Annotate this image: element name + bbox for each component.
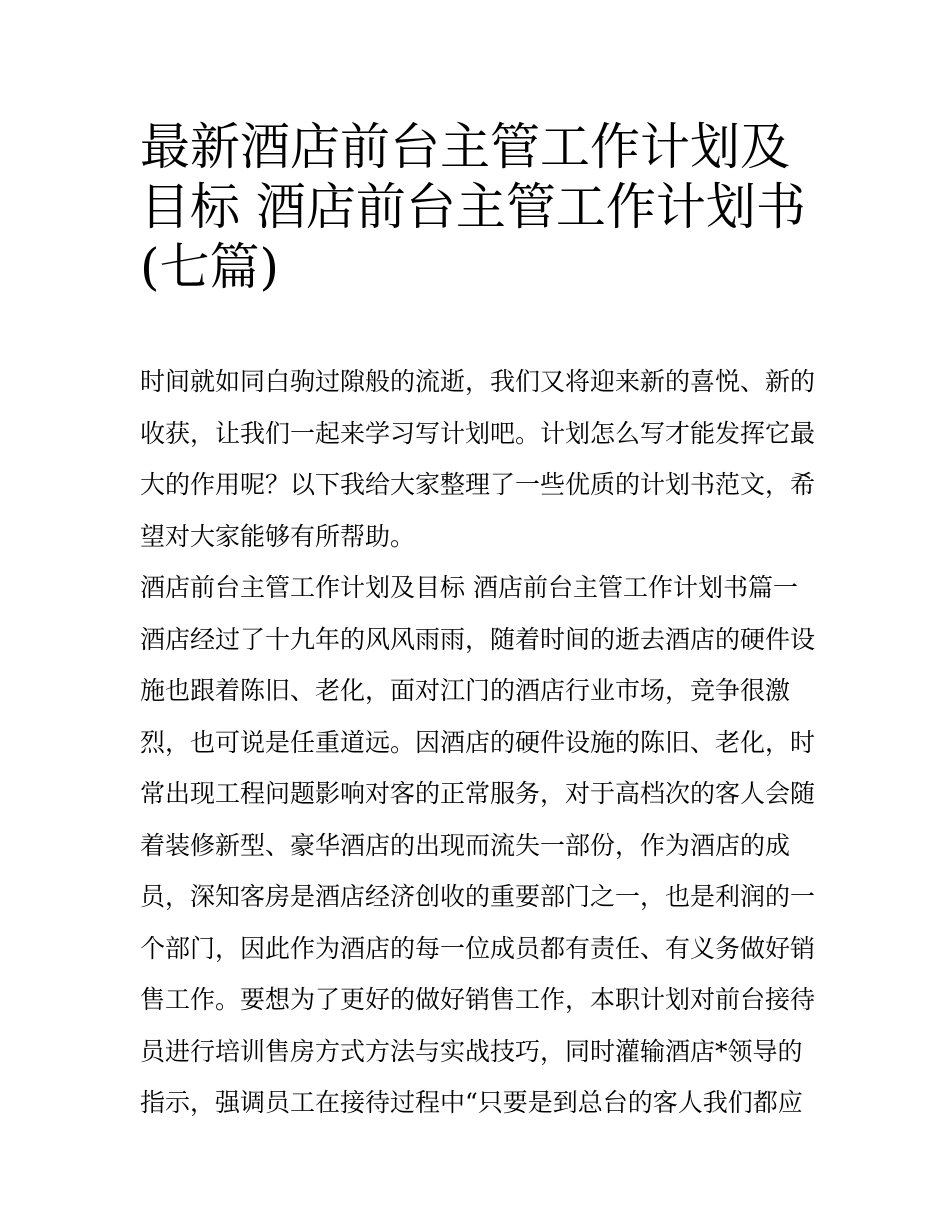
- intro-line: 大的作用呢？以下我给大家整理了一些优质的计划书范文，希: [140, 470, 816, 499]
- document-title: [140, 117, 820, 297]
- section-line: 员进行培训售房方式方法与实战技巧，同时灌输酒店*领导的: [140, 1036, 803, 1066]
- intro-line: 时间就如同白驹过隙般的流逝，我们又将迎来新的喜悦、新的: [140, 367, 816, 396]
- section-line: 员，深知客房是酒店经济创收的重要部门之一，也是利润的一: [140, 882, 816, 911]
- title-line-3: (七篇): [140, 238, 280, 296]
- title-line-1: 最新酒店前台主管工作计划及: [140, 118, 790, 176]
- intro-line: 收获，让我们一起来学习写计划吧。计划怎么写才能发挥它最: [140, 418, 816, 448]
- section-line: 烈，也可说是任重道远。因酒店的硬件设施的陈旧、老化，时: [140, 727, 816, 757]
- section-heading: 酒店前台主管工作计划及目标 酒店前台主管工作计划书篇一: [140, 573, 798, 602]
- section-line: 个部门，因此作为酒店的每一位成员都有责任、有义务做好销: [140, 933, 816, 963]
- section-line: 指示，强调员工在接待过程中“只要是到总台的客人我们都应: [140, 1088, 803, 1117]
- section-line: 酒店经过了十九年的风风雨雨，随着时间的逝去酒店的硬件设: [140, 624, 816, 654]
- title-line-2: 目标 酒店前台主管工作计划书: [140, 178, 806, 236]
- section-line: 常出现工程问题影响对客的正常服务，对于高档次的客人会随: [140, 779, 816, 808]
- intro-line: 望对大家能够有所帮助。: [140, 521, 416, 551]
- section-line: 着装修新型、豪华酒店的出现而流失一部份，作为酒店的成: [140, 830, 791, 860]
- section-line: 施也跟着陈旧、老化，面对江门的酒店行业市场，竞争很激: [140, 676, 791, 705]
- document-body: [140, 356, 830, 1129]
- section-line: 售工作。要想为了更好的做好销售工作，本职计划对前台接待: [140, 985, 816, 1014]
